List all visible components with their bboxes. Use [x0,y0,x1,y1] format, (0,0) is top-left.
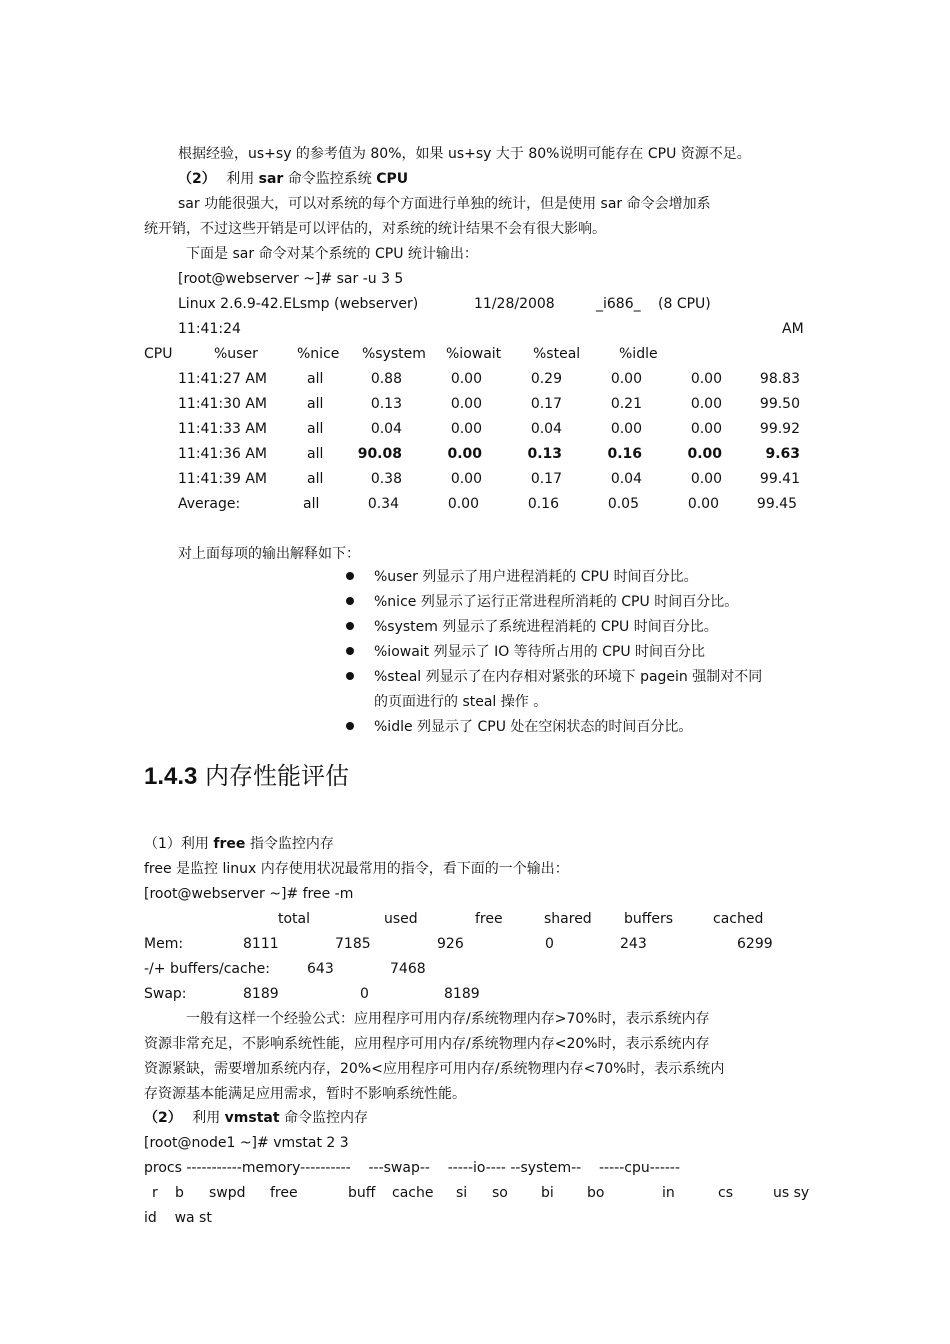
sar-col-header: %system [362,346,426,362]
sar-value: 0.16 [527,496,559,512]
sar-value: 0.13 [370,396,402,412]
free-row-label: Mem: [144,936,184,952]
sar-value: 0.04 [610,471,642,487]
sar-value: 90.08 [357,446,402,462]
section-number: 1.4.3 [144,763,198,790]
sar-value: 0.16 [607,446,642,462]
vmstat-col: b [175,1185,184,1201]
bullet-item: %user 列显示了用户进程消耗的 CPU 时间百分比。 [374,569,698,585]
sar-value: 0.04 [370,421,402,437]
sar-value: 0.00 [690,371,722,387]
vmstat-col-wrap: id wa st [144,1210,212,1226]
step-text: 利用 [226,171,255,187]
vmstat-col: r [152,1185,158,1201]
sar-col-header: CPU [144,346,173,362]
sar-col-header: %steal [533,346,581,362]
sar-value: 0.00 [687,496,719,512]
sar-command: [root@webserver ~]# sar -u 3 5 [178,271,404,287]
sar-value: 0.88 [370,371,402,387]
step-text: 命令监控系统 [287,171,372,187]
free-value: 6299 [737,936,773,952]
step-text: 命令监控内存 [284,1110,368,1126]
sar-row-time: 11:41:36 AM [178,446,267,462]
paragraph-line: 统开销，不过这些开销是可以评估的，对系统的统计结果不会有很大影响。 [144,221,606,237]
sar-value: 0.00 [447,446,482,462]
free-col-header: free [475,911,503,927]
free-value: 8189 [243,986,279,1002]
sar-value: 0.38 [370,471,402,487]
step-text: 利用 [180,836,209,852]
step-heading-vmstat [144,1108,368,1128]
section-title: 内存性能评估 [205,762,350,790]
free-row-label: -/+ buffers/cache: [144,961,270,977]
bullet-dot-icon [346,572,354,580]
sar-row-time: Average: [178,496,241,512]
sar-value: 99.50 [759,396,800,412]
explain-intro: 对上面每项的输出解释如下： [178,546,360,562]
vmstat-col: bo [587,1185,605,1201]
free-col-header: shared [544,911,592,927]
sar-col-header: %iowait [446,346,502,362]
paragraph-line: free 是监控 linux 内存使用状况最常用的指令，看下面的一个输出： [144,861,569,877]
paragraph-line: 一般有这样一个经验公式：应用程序可用内存/系统物理内存>70%时，表示系统内存 [186,1011,710,1027]
sar-value: 0.00 [447,496,479,512]
sar-value: 99.41 [759,471,800,487]
free-value: 0 [545,936,554,952]
step-command: free [213,836,246,852]
sar-sysinfo-cpu: (8 CPU) [658,296,711,312]
paragraph-line: 存资源基本能满足应用需求，暂时不影响系统性能。 [144,1086,466,1102]
sar-value: 99.92 [759,421,800,437]
paragraph-line: 下面是 sar 命令对某个系统的 CPU 统计输出： [186,246,478,262]
sar-row-cpu: all [307,421,324,437]
free-col-header: buffers [624,911,674,927]
intro-line: 根据经验，us+sy 的参考值为 80%，如果 us+sy 大于 80%说明可能存在 CPU 资源不足。 [178,146,751,162]
bullet-item: %steal 列显示了在内存相对紧张的环境下 pagein 强制对不同 [374,669,763,685]
sar-sysinfo-date: 11/28/2008 [474,296,555,312]
paragraph-line: 资源紧缺，需要增加系统内存，20%<应用程序可用内存/系统物理内存<70%时，表示系统内 [144,1061,725,1077]
sar-value: 0.34 [367,496,399,512]
sar-col-header: %user [214,346,258,362]
step-text-bold: CPU [376,171,409,187]
vmstat-col: free [270,1185,298,1201]
sar-value: 0.00 [450,421,482,437]
sar-row-cpu: all [307,471,324,487]
free-value: 926 [437,936,464,952]
bullet-dot-icon [346,647,354,655]
step-heading-sar [178,169,408,189]
bullet-item: %iowait 列显示了 IO 等待所占用的 CPU 时间百分比 [374,644,706,660]
bullet-item-continuation: 的页面进行的 steal 操作 。 [374,694,548,710]
sar-value: 0.29 [530,371,562,387]
bullet-item: %nice 列显示了运行正常进程所消耗的 CPU 时间百分比。 [374,594,739,610]
sar-value: 9.63 [765,446,800,462]
vmstat-command: [root@node1 ~]# vmstat 2 3 [144,1135,349,1151]
free-col-header: used [384,911,418,927]
free-value: 0 [360,986,369,1002]
sar-row-cpu: all [303,496,320,512]
free-value: 8111 [243,936,279,952]
sar-row-cpu: all [307,396,324,412]
sar-value: 0.00 [450,371,482,387]
sar-value: 0.13 [527,446,562,462]
bullet-dot-icon [346,597,354,605]
paragraph-line: sar 功能很强大，可以对系统的每个方面进行单独的统计，但是使用 sar 命令会增加系 [178,196,711,212]
sar-value: 0.00 [450,396,482,412]
vmstat-col: bi [541,1185,554,1201]
free-value: 7468 [390,961,426,977]
sar-value: 0.00 [690,421,722,437]
step-number: （2） [144,1110,182,1126]
step-command: sar [258,171,284,187]
sar-ampm: AM [782,321,804,337]
section-heading [144,760,349,793]
step-text: 利用 [192,1110,221,1126]
vmstat-col: cache [392,1185,434,1201]
sar-row-cpu: all [307,371,324,387]
sar-value: 0.00 [450,471,482,487]
vmstat-col: cs [718,1185,733,1201]
sar-sysinfo-os: Linux 2.6.9-42.ELsmp (webserver) [178,296,419,312]
free-command: [root@webserver ~]# free -m [144,886,354,902]
free-value: 7185 [335,936,371,952]
free-value: 643 [307,961,334,977]
bullet-dot-icon [346,672,354,680]
free-value: 8189 [444,986,480,1002]
bullet-item: %system 列显示了系统进程消耗的 CPU 时间百分比。 [374,619,718,635]
sar-row-time: 11:41:39 AM [178,471,267,487]
sar-row-time: 11:41:30 AM [178,396,267,412]
step-heading-free [144,834,334,854]
sar-value: 0.00 [610,421,642,437]
free-col-header: total [278,911,311,927]
sar-col-header: %nice [297,346,340,362]
sar-row-time: 11:41:27 AM [178,371,267,387]
sar-time-header: 11:41:24 [178,321,241,337]
step-text: 指令监控内存 [249,836,334,852]
step-number: （2） [178,171,216,187]
step-command: vmstat [224,1110,280,1126]
sar-value: 0.21 [610,396,642,412]
free-value: 243 [620,936,647,952]
step-number: （1） [144,836,181,852]
sar-row-time: 11:41:33 AM [178,421,267,437]
free-col-header: cached [713,911,764,927]
sar-value: 0.00 [690,471,722,487]
sar-col-header: %idle [619,346,658,362]
sar-value: 0.00 [687,446,722,462]
free-row-label: Swap: [144,986,187,1002]
vmstat-group-header: procs -----------memory---------- ---swap-- -----io---- --system-- -----cpu------ [144,1160,681,1176]
sar-row-cpu: all [307,446,324,462]
paragraph-line: 资源非常充足，不影响系统性能，应用程序可用内存/系统物理内存<20%时，表示系统内存 [144,1036,710,1052]
vmstat-col: so [492,1185,508,1201]
sar-value: 0.04 [530,421,562,437]
bullet-item: %idle 列显示了 CPU 处在空闲状态的时间百分比。 [374,719,693,735]
bullet-dot-icon [346,722,354,730]
sar-value: 0.17 [530,396,562,412]
sar-value: 0.05 [607,496,639,512]
sar-sysinfo-arch: _i686_ [596,296,641,312]
vmstat-col: us sy [773,1185,810,1201]
sar-value: 0.17 [530,471,562,487]
sar-value: 0.00 [690,396,722,412]
vmstat-col: swpd [209,1185,246,1201]
vmstat-col: buff [348,1185,376,1201]
vmstat-col: in [662,1185,675,1201]
sar-value: 98.83 [759,371,800,387]
sar-value: 0.00 [610,371,642,387]
bullet-dot-icon [346,622,354,630]
vmstat-col: si [456,1185,468,1201]
sar-value: 99.45 [756,496,797,512]
